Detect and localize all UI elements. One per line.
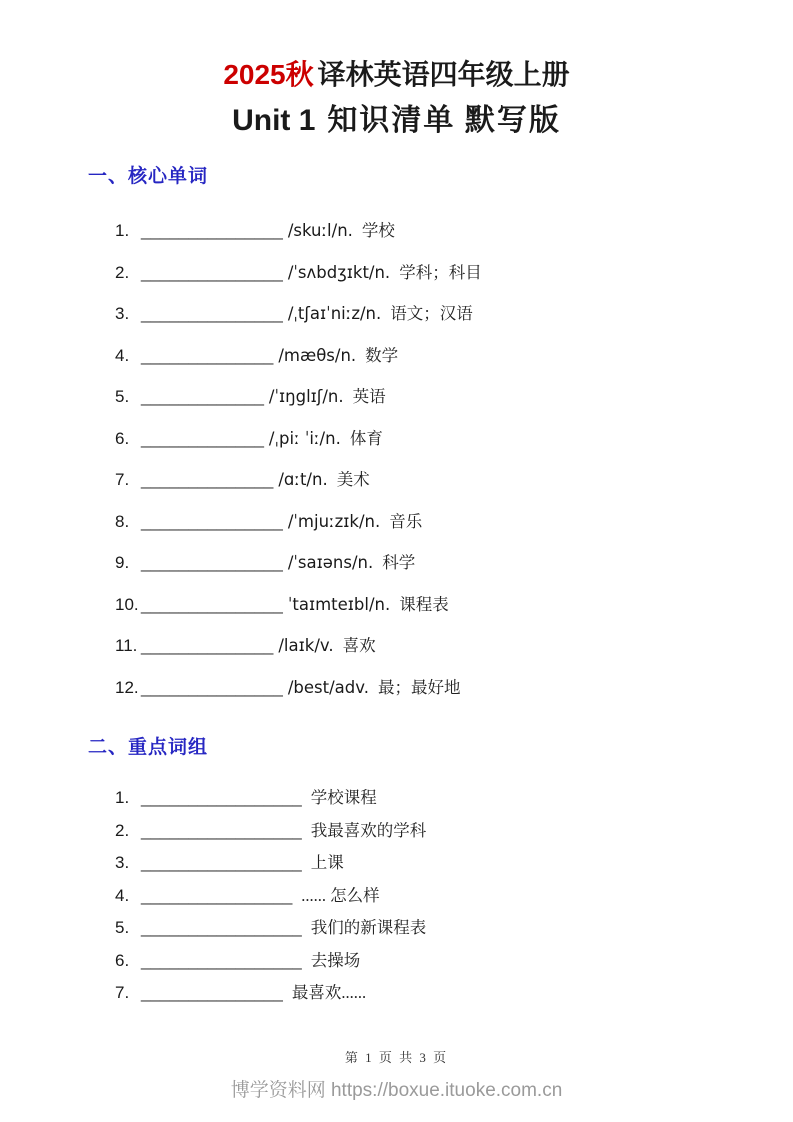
item-number: 5. [115, 387, 130, 406]
phonetic-transcription: /skuːl/n. [287, 221, 353, 240]
word-item [115, 388, 733, 407]
word-item [115, 596, 733, 615]
fill-in-blank-line: _______________ [141, 304, 283, 323]
chinese-meaning: 数学 [365, 345, 399, 365]
fill-in-blank-line: ______________ [141, 470, 274, 489]
chinese-meaning: ...... 怎么样 [301, 885, 380, 905]
phrase-item [115, 887, 733, 906]
item-number: 6. [115, 428, 130, 448]
chinese-meaning: 课程表 [399, 594, 449, 614]
item-number: 2. [115, 262, 130, 282]
phonetic-transcription: /ˈɪŋglɪʃ/n. [268, 387, 344, 406]
phonetic-transcription: /best/adv. [287, 677, 369, 697]
word-item [115, 679, 733, 698]
fill-in-blank-line: _______________ [141, 983, 283, 1002]
word-item [115, 305, 733, 324]
chinese-meaning: 体育 [349, 428, 383, 448]
phonetic-transcription: /ˈsʌbdʒɪkt/n. [287, 262, 391, 282]
page-number-info: 第 1 页 共 3 页 [344, 1050, 449, 1065]
section-heading-key-phrases: 二、重点词组 [88, 737, 209, 758]
item-number: 8. [115, 511, 130, 531]
key-phrases-list [88, 789, 733, 1003]
chinese-meaning: 喜欢 [342, 636, 376, 655]
chinese-meaning: 科学 [382, 553, 416, 572]
item-number: 2. [115, 820, 130, 840]
item-number: 3. [115, 853, 130, 872]
item-number: 7. [115, 983, 130, 1002]
word-item [115, 554, 733, 573]
fill-in-blank-line: _______________ [141, 553, 283, 572]
item-number: 7. [115, 470, 130, 489]
fill-in-blank-line: _________________ [141, 950, 302, 970]
phonetic-transcription: /ˌpiː ˈiː/n. [268, 428, 341, 448]
item-number: 6. [115, 950, 130, 970]
fill-in-blank-line: _______________ [141, 221, 283, 240]
core-words-list [88, 222, 733, 697]
chinese-meaning: 英语 [352, 387, 386, 406]
chinese-meaning: 美术 [336, 470, 370, 489]
chinese-meaning: 音乐 [389, 511, 423, 531]
item-number: 1. [115, 788, 130, 807]
title-subtitle: 知识清单 默写版 [327, 104, 561, 137]
chinese-meaning: 学校课程 [310, 788, 377, 807]
fill-in-blank-line: _______________ [141, 262, 283, 282]
phonetic-transcription: /ɑːt/n. [278, 470, 328, 489]
fill-in-blank-line: _________________ [141, 788, 302, 807]
item-number: 11. [115, 636, 138, 655]
phonetic-transcription: /mæθs/n. [278, 345, 357, 365]
chinese-meaning: 语文；汉语 [390, 304, 473, 323]
phonetic-transcription: /laɪk/v. [278, 636, 334, 655]
title-line-1 [0, 58, 793, 92]
section-heading-core-words: 一、核心单词 [88, 166, 209, 187]
fill-in-blank-line: _______________ [141, 677, 283, 697]
word-item [115, 222, 733, 241]
word-item [115, 430, 733, 449]
fill-in-blank-line: _______________ [141, 594, 283, 614]
title-book-name: 译林英语四年级上册 [317, 59, 570, 90]
chinese-meaning: 上课 [310, 853, 344, 872]
word-item [115, 471, 733, 490]
item-number: 9. [115, 553, 130, 572]
watermark-site-url: 博学资料网 https://boxue.ituoke.com.cn [230, 1080, 563, 1101]
document-title [0, 0, 793, 140]
phrase-item [115, 984, 733, 1003]
item-number: 10. [115, 594, 139, 614]
fill-in-blank-line: _________________ [141, 853, 302, 872]
chinese-meaning: 学校 [361, 221, 395, 240]
phrase-item [115, 822, 733, 841]
chinese-meaning: 我最喜欢的学科 [310, 820, 427, 840]
phrase-item [115, 854, 733, 873]
chinese-meaning: 去操场 [310, 950, 361, 970]
phrase-item [115, 789, 733, 808]
fill-in-blank-line: ______________ [141, 636, 274, 655]
phrase-item [115, 952, 733, 971]
page-footer [0, 1047, 793, 1122]
item-number: 4. [115, 885, 130, 905]
item-number: 1. [115, 221, 130, 240]
word-item [115, 347, 733, 366]
word-item [115, 513, 733, 532]
word-item [115, 637, 733, 656]
word-item [115, 264, 733, 283]
phonetic-transcription: /ˈsaɪəns/n. [287, 553, 374, 572]
phonetic-transcription: /ˌtʃaɪˈniːz/n. [287, 304, 382, 323]
document-body [0, 166, 793, 1003]
item-number: 12. [115, 677, 139, 697]
fill-in-blank-line: _______________ [141, 511, 283, 531]
chinese-meaning: 我们的新课程表 [310, 918, 427, 937]
title-unit-label: Unit 1 [232, 104, 316, 137]
title-year-red: 2025秋 [223, 59, 314, 90]
fill-in-blank-line: ________________ [141, 885, 293, 905]
fill-in-blank-line: _____________ [141, 387, 264, 406]
title-line-2 [0, 102, 793, 140]
item-number: 5. [115, 918, 130, 937]
fill-in-blank-line: _________________ [141, 918, 302, 937]
phonetic-transcription: /ˈmjuːzɪk/n. [287, 511, 381, 531]
chinese-meaning: 最喜欢...... [291, 983, 367, 1002]
chinese-meaning: 最；最好地 [377, 677, 461, 697]
chinese-meaning: 学科；科目 [399, 262, 482, 282]
fill-in-blank-line: _________________ [141, 820, 302, 840]
fill-in-blank-line: ______________ [141, 345, 274, 365]
item-number: 4. [115, 345, 130, 365]
phonetic-transcription: ˈtaɪmteɪbl/n. [287, 594, 391, 614]
fill-in-blank-line: _____________ [141, 428, 264, 448]
phrase-item [115, 919, 733, 938]
item-number: 3. [115, 304, 130, 323]
